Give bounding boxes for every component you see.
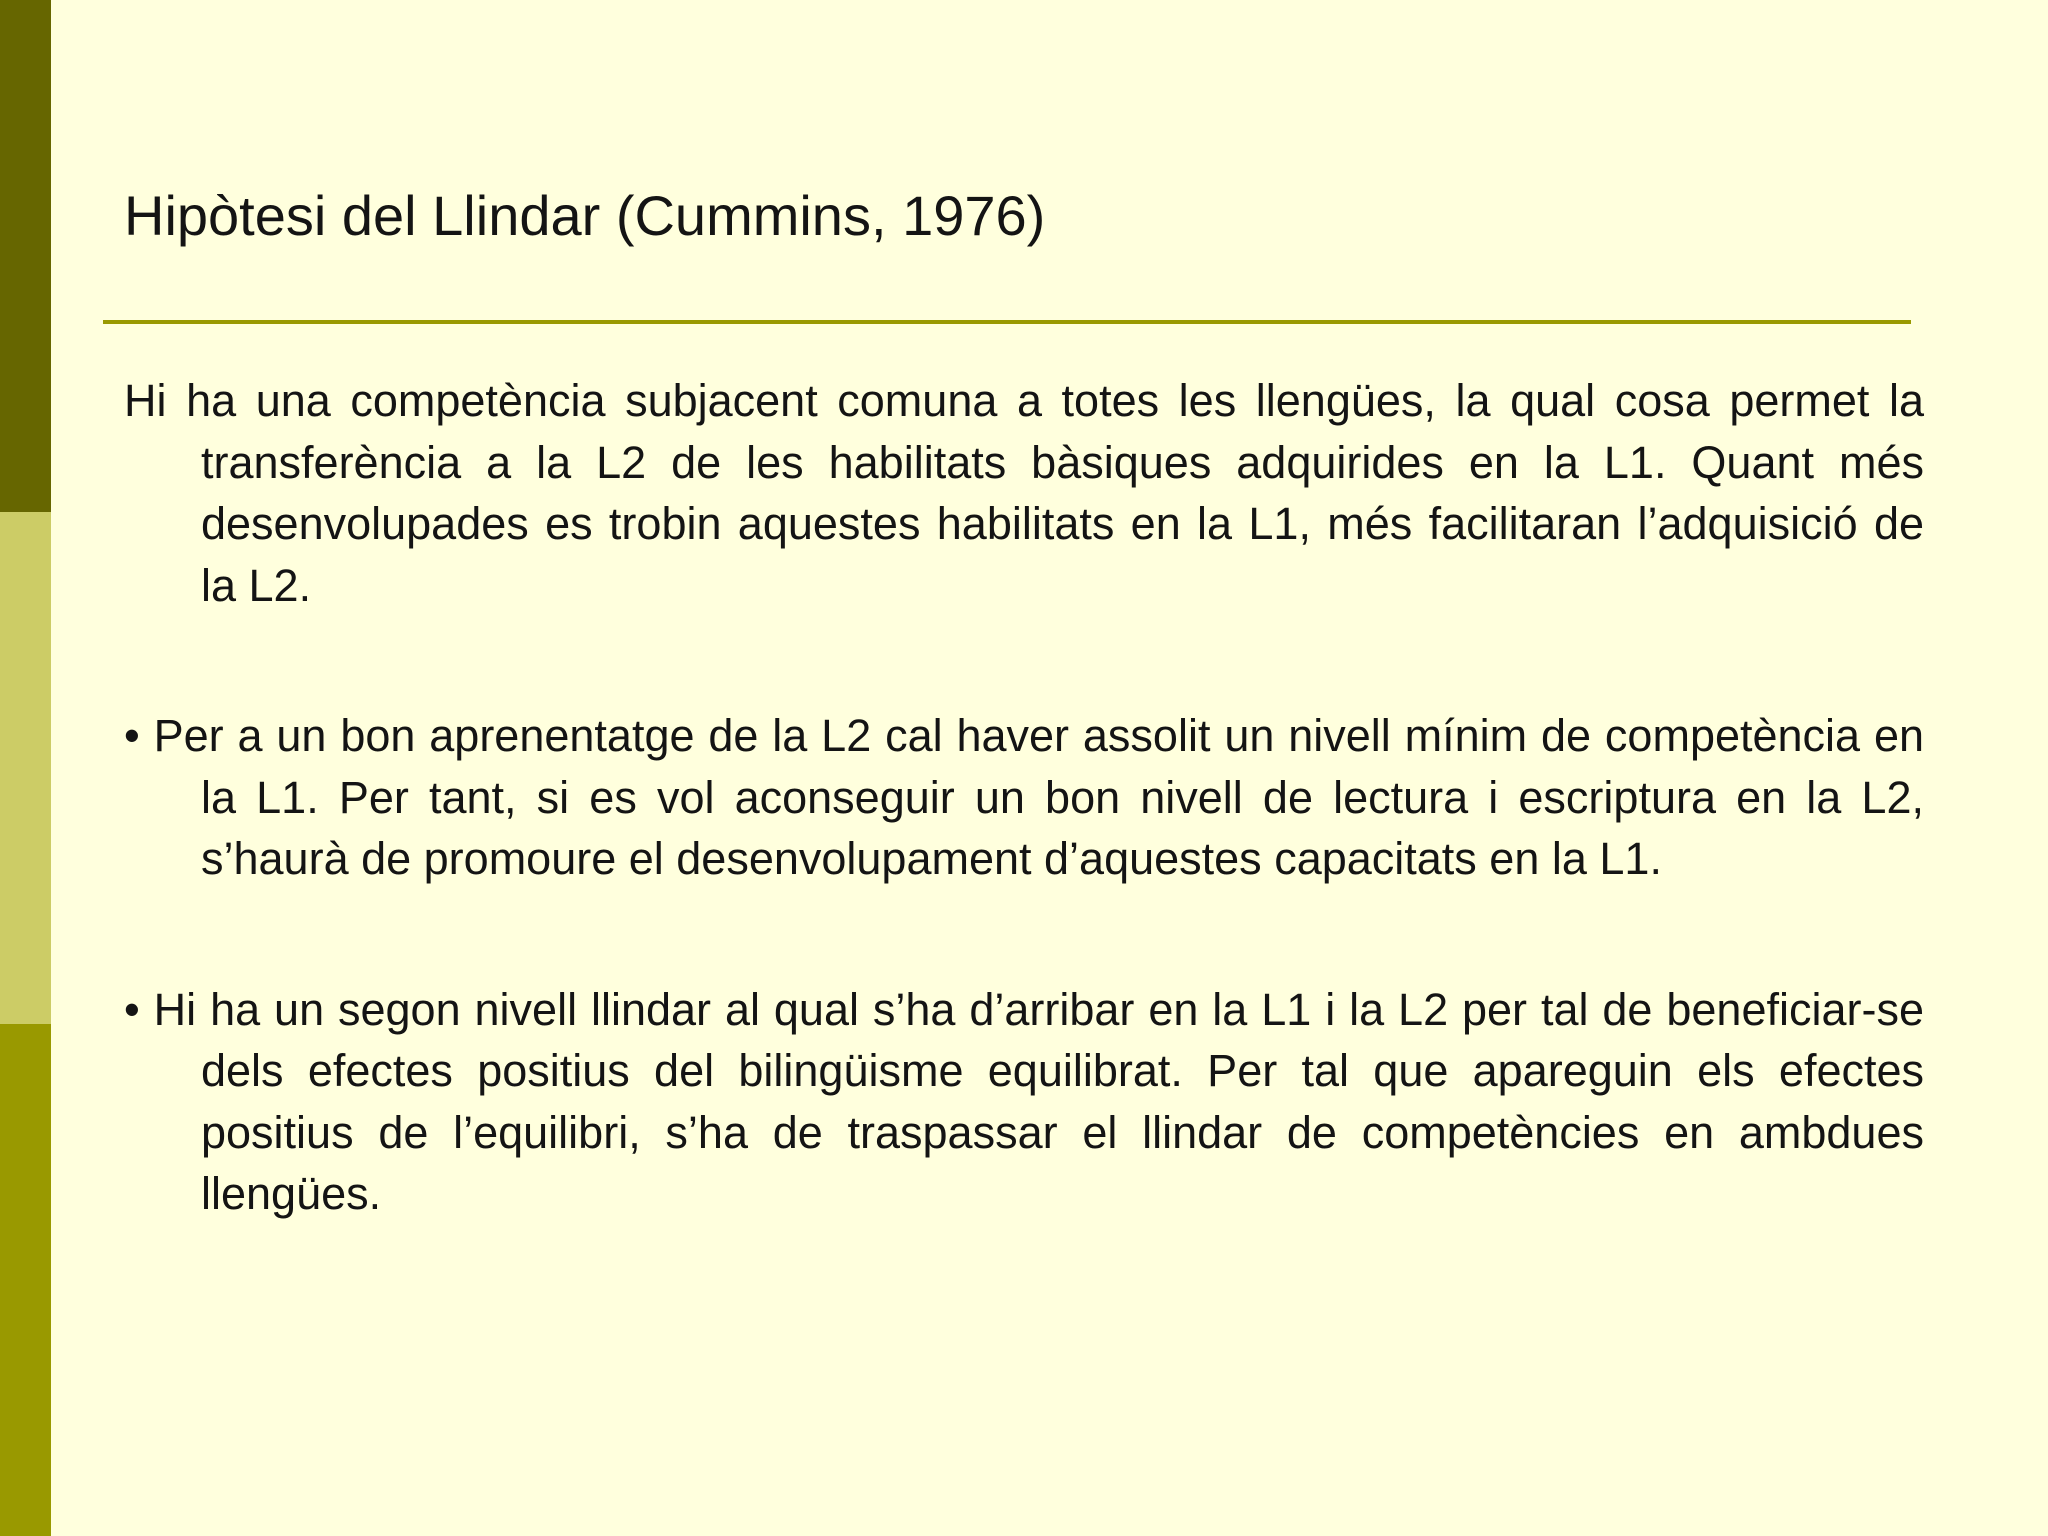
intro-paragraph: Hi ha una competència subjacent comuna a totes les llengües, la qual cosa permet la transferència a la L2 de les habilitats bàsiques adquirides en la L1. Quant més desenvolupades es trobin aquestes habilitats en la L1, més facilitaran l’adquisició de la L2. (124, 375, 1924, 611)
bullet-first-threshold: • Per a un bon aprenentatge de la L2 cal haver assolit un nivell mínim de competència en la L1. Per tant, si es vol aconseguir un bon nivell de lectura i escriptura en la L2, s’haurà de promoure el desenvolupament d’aquestes capacitats en la L1. (124, 710, 1924, 884)
slide-body (124, 370, 1924, 1225)
title-divider (103, 320, 1911, 324)
accent-bar-middle (0, 512, 51, 1024)
accent-bar-bottom (0, 1024, 51, 1536)
bullet-second-threshold: • Hi ha un segon nivell llindar al qual s’ha d’arribar en la L1 i la L2 per tal de beneficiar-se dels efectes positius del bilingüisme equilibrat. Per tal que apareguin els efectes positius de l’equilibri, s’ha de traspassar el llindar de competències en ambdues llengües. (124, 983, 1924, 1219)
accent-bar-top (0, 0, 51, 512)
slide-title: Hipòtesi del Llindar (Cummins, 1976) (124, 184, 1046, 247)
